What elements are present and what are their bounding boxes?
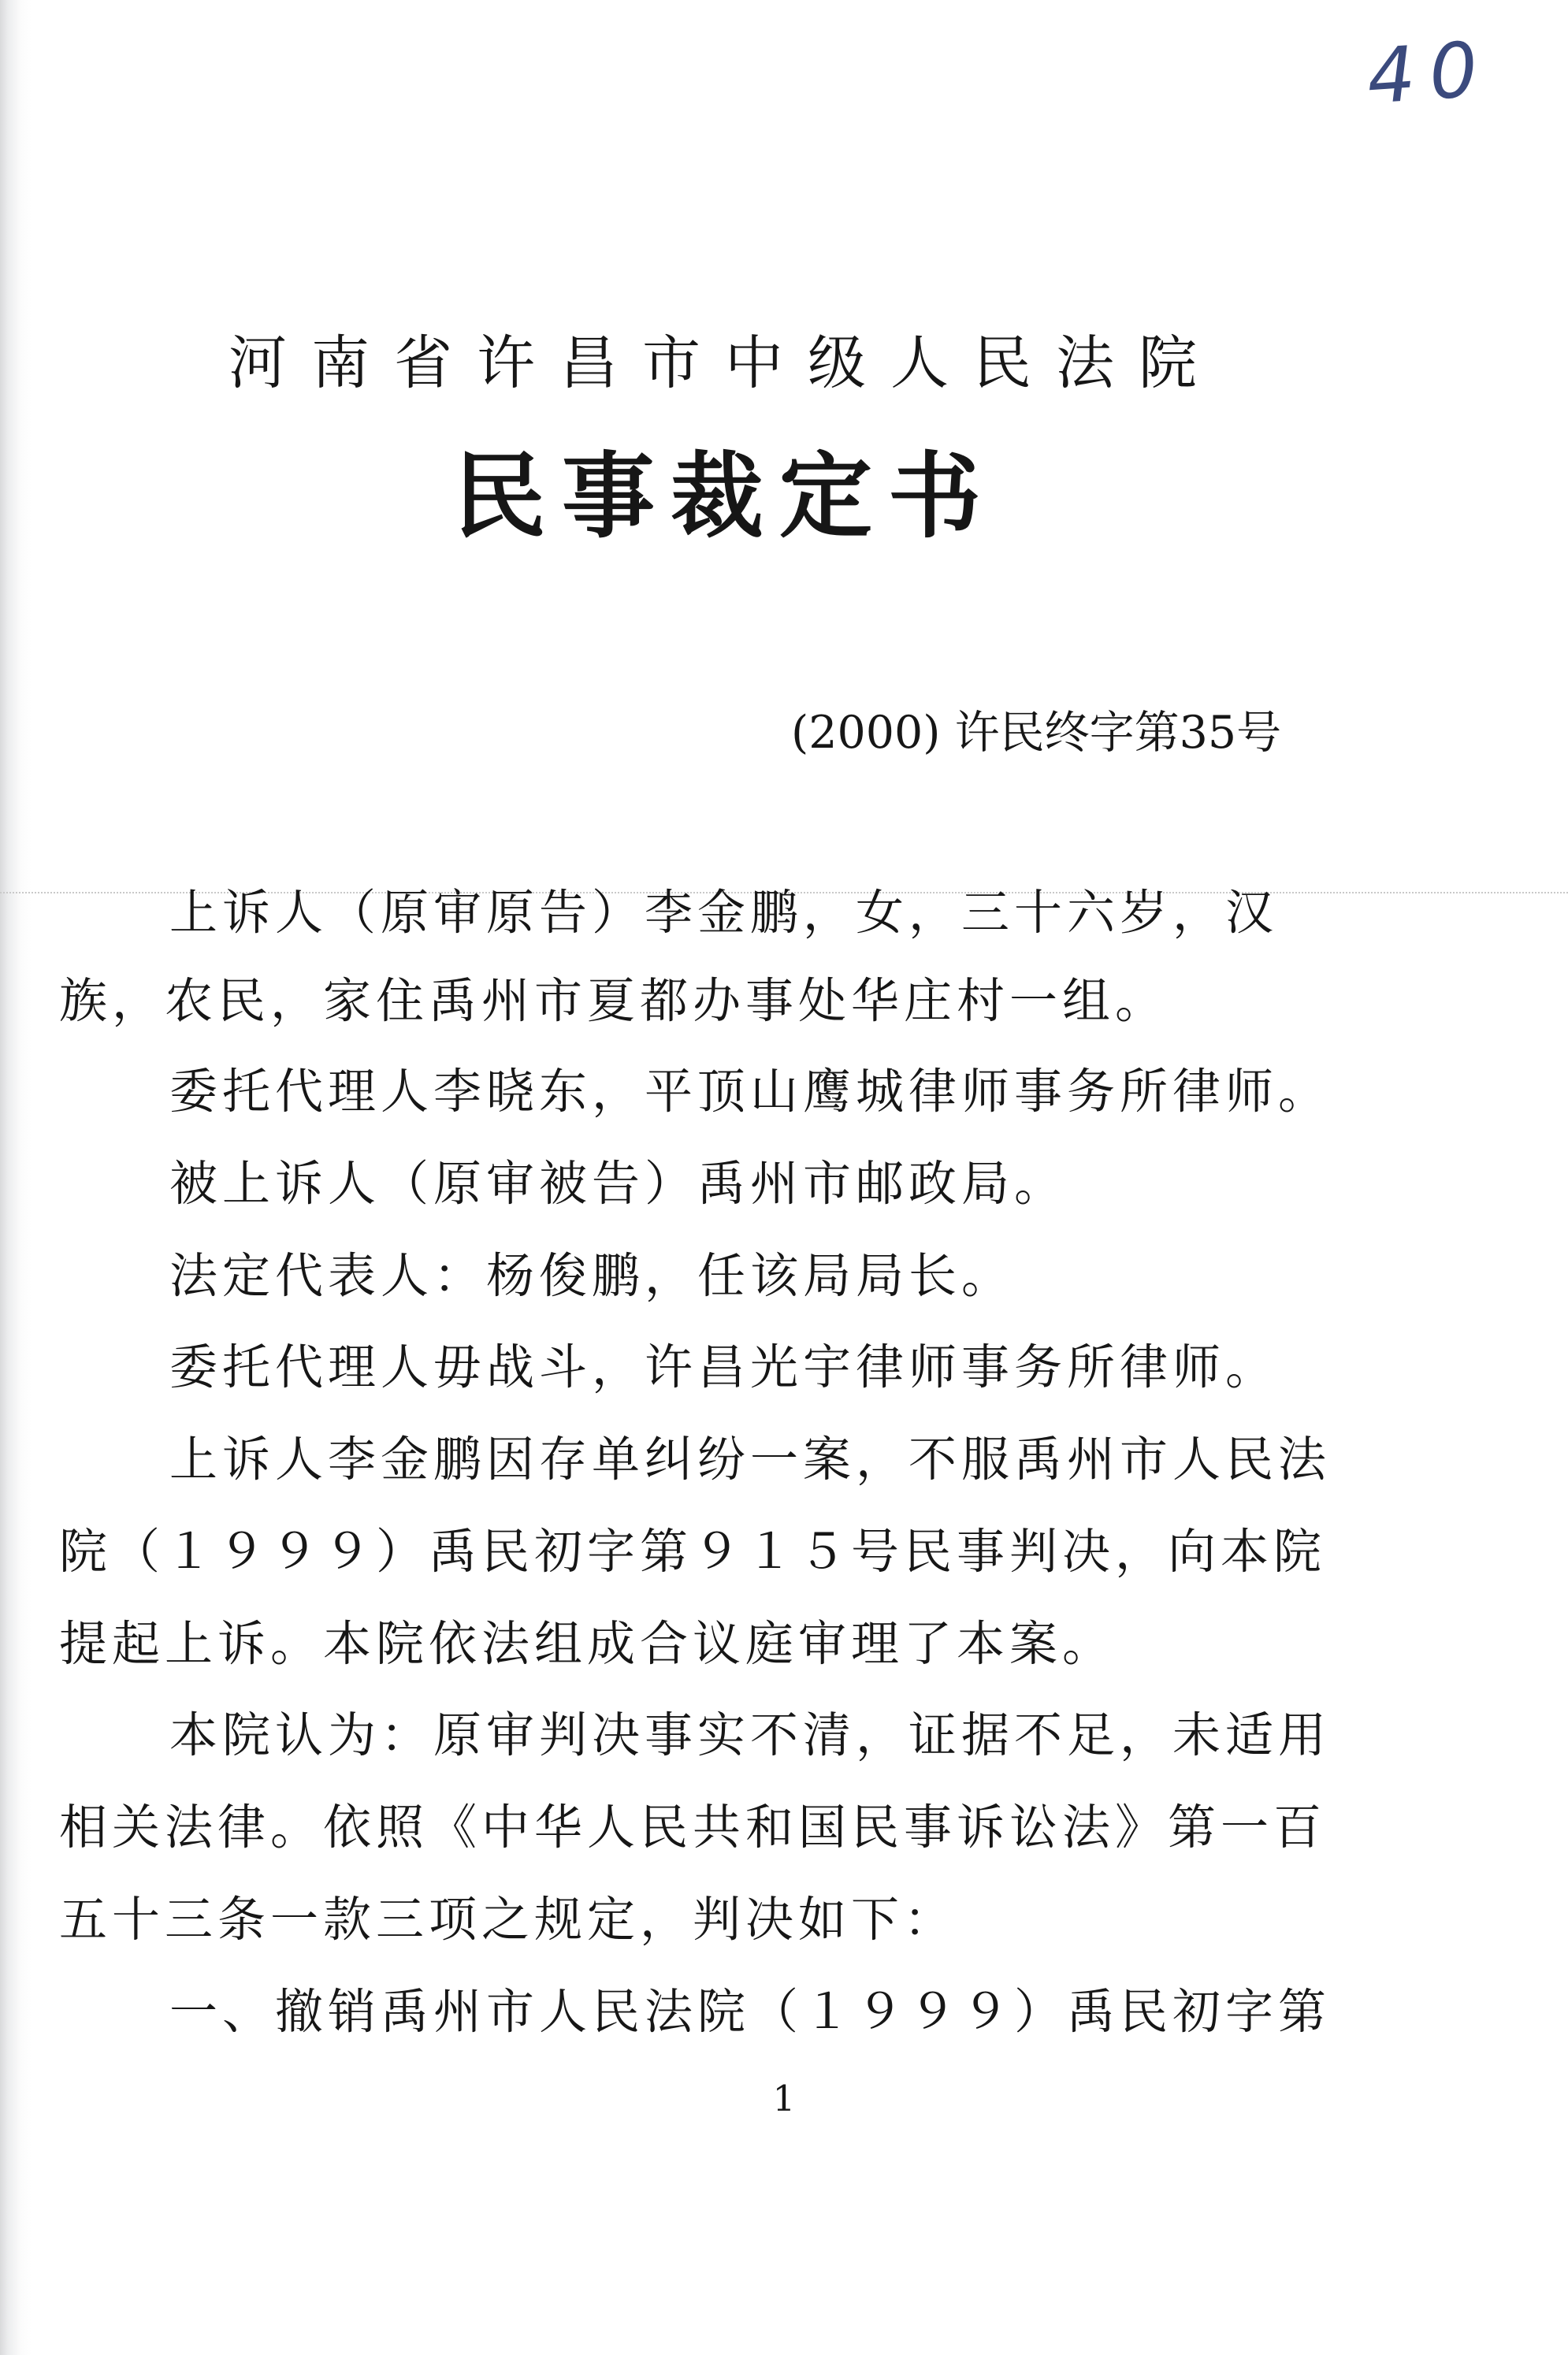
case-number: (2000) 许民终字第35号 [791,707,1282,759]
court-name-heading: 河南省许昌市中级人民法院 [229,329,1221,397]
handwritten-page-number: 40 [1364,24,1495,121]
appellant-line-1: 上诉人（原审原告）李金鹏，女，三十六岁，汉 [169,885,1279,941]
ruling-item-1-line: 一、撤销禹州市人民法院（１９９９）禹民初字第 [169,1984,1332,2040]
appellee-line: 被上诉人（原审被告）禹州市邮政局。 [169,1156,1068,1212]
opinion-paragraph-line-2: 相关法律。依照《中华人民共和国民事诉讼法》第一百 [59,1800,1327,1855]
page-number: 1 [772,2078,796,2119]
opinion-paragraph-line-1: 本院认为：原审判决事实不清，证据不足，未适用 [169,1707,1332,1763]
opinion-paragraph-line-3: 五十三条一款三项之规定，判决如下： [59,1892,957,1948]
case-paragraph-line-1: 上诉人李金鹏因存单纠纷一案，不服禹州市人民法 [169,1432,1332,1488]
document-title: 民事裁定书 [453,442,998,551]
appellee-agent-line: 委托代理人毋战斗，许昌光宇律师事务所律师。 [169,1339,1279,1395]
appellant-agent-line: 委托代理人李晓东，平顶山鹰城律师事务所律师。 [169,1064,1332,1120]
case-paragraph-line-2: 院（１９９９）禹民初字第９１５号民事判决，向本院 [59,1524,1327,1580]
appellant-line-2: 族，农民，家住禹州市夏都办事处华庄村一组。 [59,973,1169,1029]
case-paragraph-line-3: 提起上诉。本院依法组成合议庭审理了本案。 [59,1616,1116,1672]
legal-representative-line: 法定代表人：杨俊鹏，任该局局长。 [169,1248,1015,1304]
